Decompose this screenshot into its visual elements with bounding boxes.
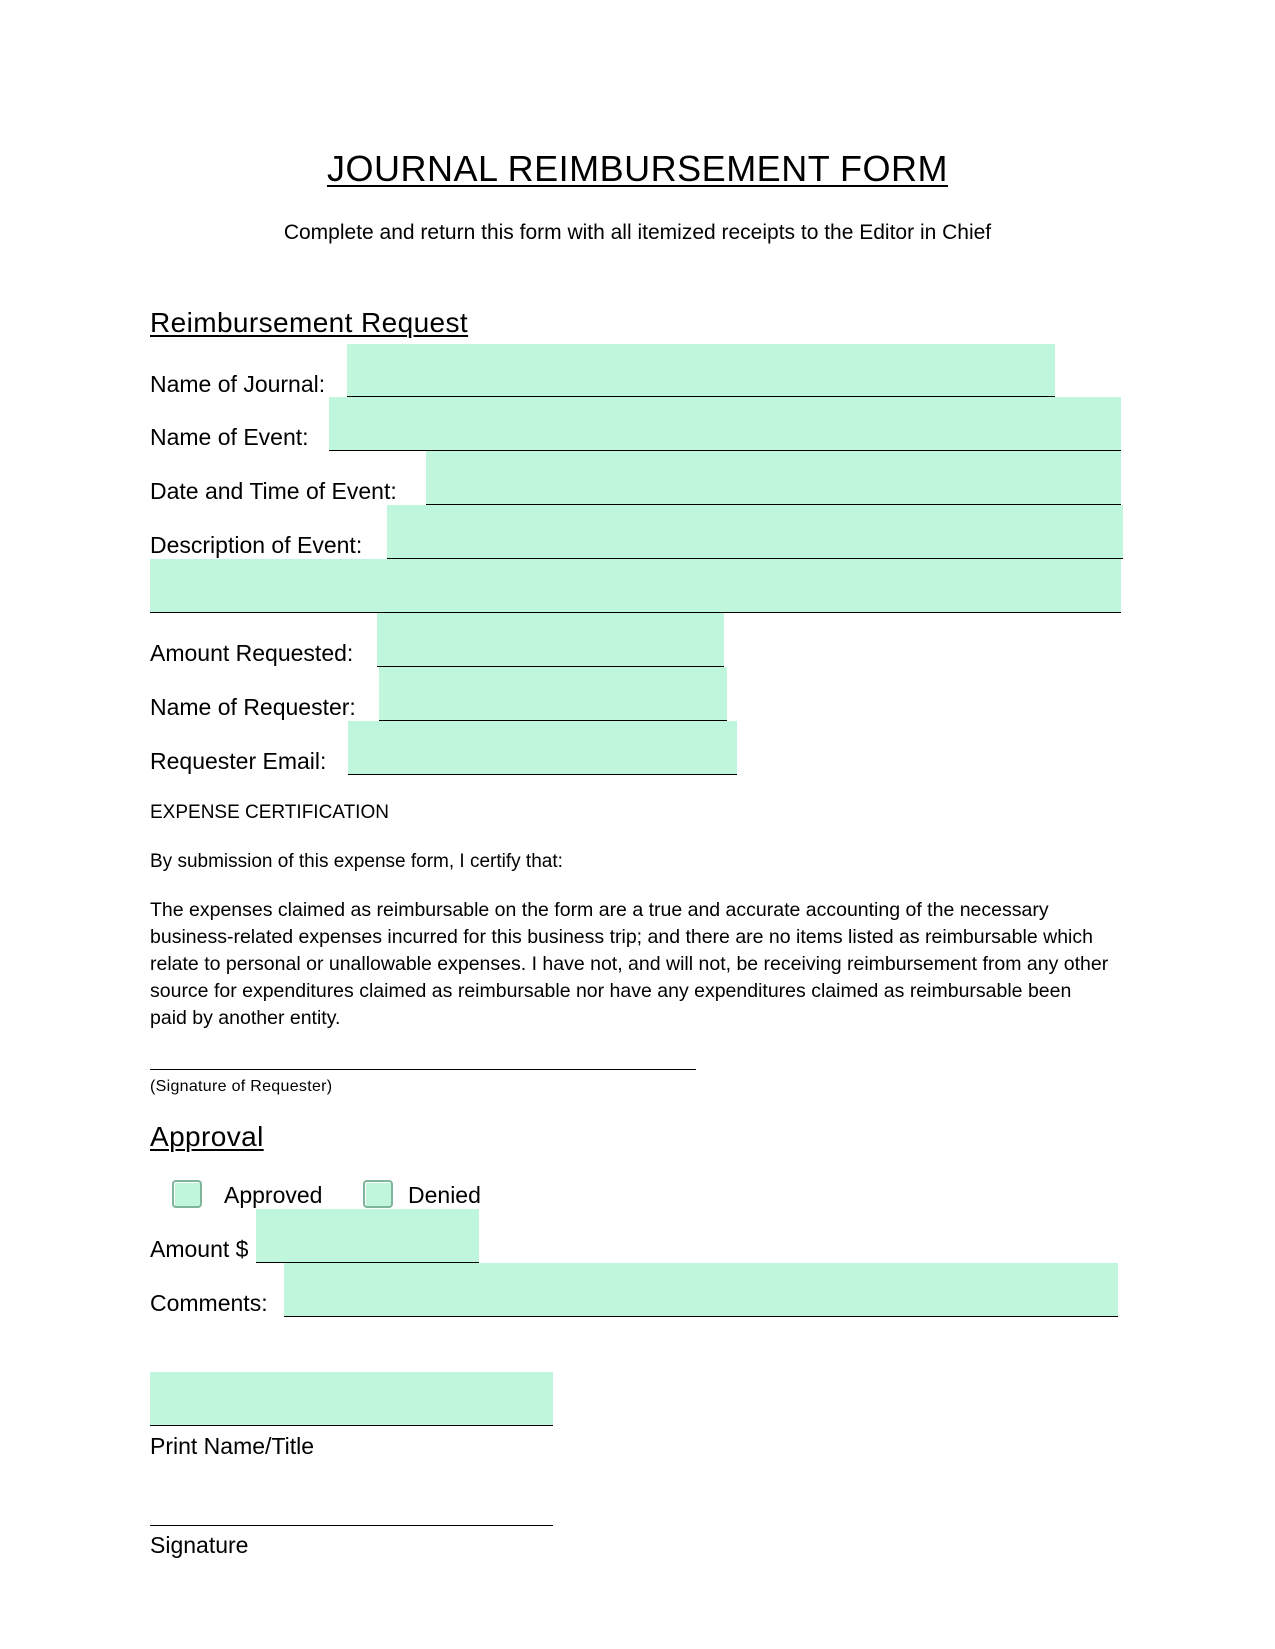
event-description-label: Description of Event: (150, 532, 363, 558)
journal-name-field[interactable] (347, 344, 1055, 397)
expense-certification-heading: EXPENSE CERTIFICATION (150, 802, 389, 823)
comments-field[interactable] (284, 1263, 1118, 1317)
certification-statement: The expenses claimed as reimbursable on the form are a true and accurate accounting of the necessary business-related expenses incurred for this business trip; and there are no items listed as reimbursable which relate to personal or unallowable expenses. I have not, and will not, be receiving reimbursement from any other source for expenditures claimed as reimbursable nor have any expenditures claimed as reimbursable been paid by another entity. (150, 899, 1109, 1029)
event-name-field[interactable] (329, 397, 1121, 451)
approval-heading: Approval (150, 1121, 264, 1152)
certification-intro: By submission of this expense form, I certify that: (150, 851, 563, 872)
denied-checkbox[interactable] (363, 1180, 393, 1208)
approved-label: Approved (224, 1182, 323, 1208)
requester-email-label: Requester Email: (150, 748, 327, 774)
event-name-label: Name of Event: (150, 424, 309, 450)
approved-amount-field[interactable] (256, 1209, 479, 1263)
print-name-title-field[interactable] (150, 1372, 553, 1426)
event-datetime-field[interactable] (426, 451, 1121, 505)
approver-signature-line[interactable] (150, 1525, 553, 1526)
comments-label: Comments: (150, 1290, 268, 1316)
journal-name-label: Name of Journal: (150, 371, 326, 397)
requester-name-label: Name of Requester: (150, 694, 356, 720)
form-subtitle: Complete and return this form with all itemized receipts to the Editor in Chief (283, 221, 992, 244)
event-datetime-label: Date and Time of Event: (150, 478, 397, 504)
event-description-field[interactable] (387, 505, 1123, 559)
amount-requested-field[interactable] (377, 613, 724, 667)
requester-signature-line[interactable] (150, 1069, 696, 1070)
print-name-title-label: Print Name/Title (150, 1433, 315, 1459)
approved-checkbox[interactable] (172, 1180, 202, 1208)
reimbursement-request-heading: Reimbursement Request (150, 307, 469, 338)
amount-requested-label: Amount Requested: (150, 640, 354, 666)
form-title: JOURNAL REIMBURSEMENT FORM (326, 148, 949, 189)
approver-signature-label: Signature (150, 1532, 249, 1558)
approved-amount-label: Amount $ (150, 1236, 249, 1262)
event-description-field-line-2[interactable] (150, 559, 1121, 613)
requester-name-field[interactable] (379, 667, 727, 721)
requester-email-field[interactable] (348, 721, 737, 775)
requester-signature-caption: (Signature of Requester) (150, 1078, 333, 1095)
denied-label: Denied (408, 1182, 481, 1208)
